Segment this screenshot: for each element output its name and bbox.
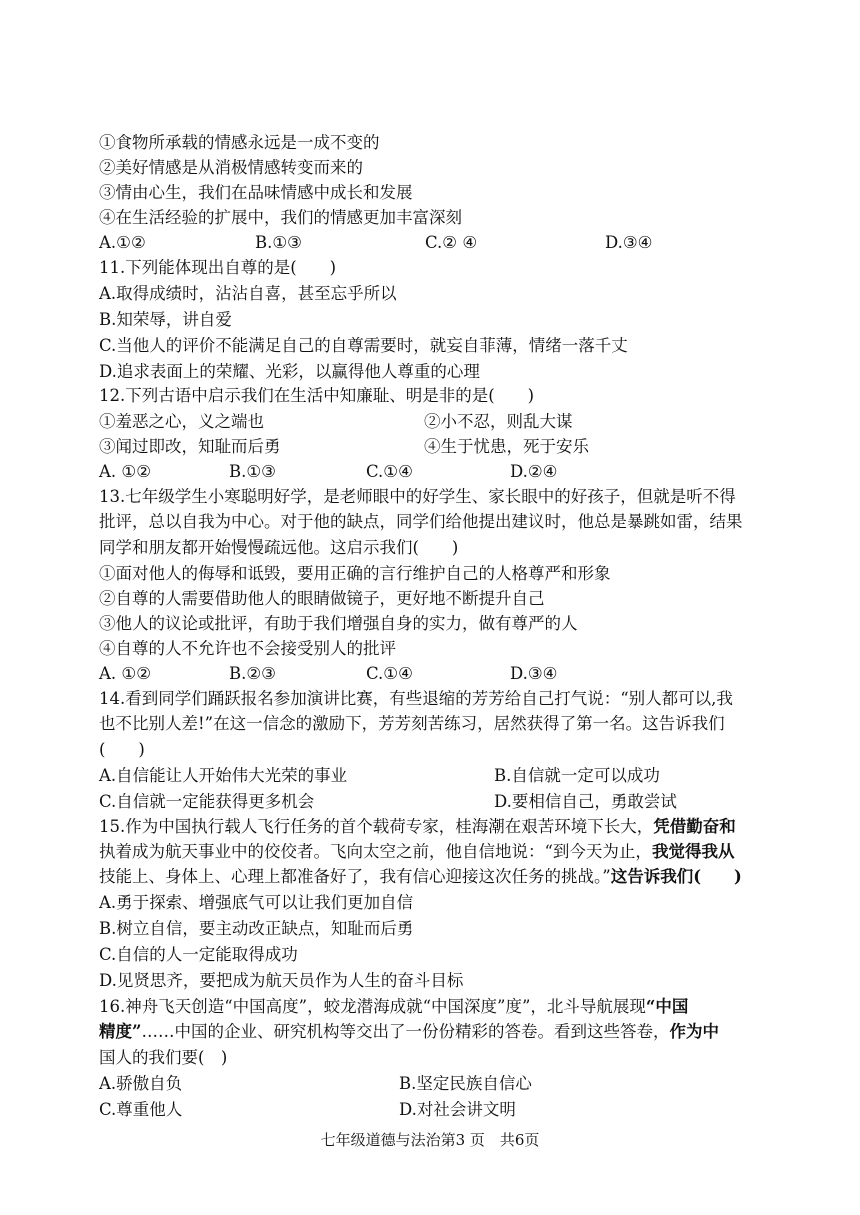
q16-stem-line-2-bold-start: 精度” bbox=[99, 1022, 142, 1041]
page-footer: 七年级道德与法治第3 页 共6页 bbox=[320, 1131, 540, 1149]
q12-option-c: C.①④ bbox=[366, 462, 413, 481]
q15-option-a: A.勇于探索、增强底气可以让我们更加自信 bbox=[99, 893, 414, 912]
q13-statement-2: ②自尊的人需要借助他人的眼睛做镜子，更好地不断提升自己 bbox=[99, 589, 545, 608]
q15-option-c: C.自信的人一定能取得成功 bbox=[99, 945, 298, 964]
q15-stem-line-1 bbox=[99, 815, 736, 839]
q14-option-b: B.自信就一定可以成功 bbox=[494, 766, 660, 785]
q15-option-b: B.树立自信，要主动改正缺点，知耻而后勇 bbox=[99, 919, 414, 938]
q13-statement-3: ③他人的议论或批评，有助于我们增强自身的实力，做有尊严的人 bbox=[99, 614, 578, 633]
q14-option-d: D.要相信自己，勇敢尝试 bbox=[494, 792, 677, 811]
q10-statement-2: ②美好情感是从消极情感转变而来的 bbox=[99, 158, 363, 177]
q10-option-d: D.③④ bbox=[605, 233, 653, 252]
q16-stem-line-3: 国人的我们要( ) bbox=[99, 1048, 228, 1067]
q14-stem-line-1: 14.看到同学们踊跃报名参加演讲比赛，有些退缩的芳芳给自己打气说：“别人都可以,我 bbox=[99, 689, 733, 708]
q16-stem-line-2-text: ……中国的企业、研究机构等交出了一份份精彩的答卷。看到这些答卷， bbox=[141, 1022, 670, 1041]
q12-option-b: B.①③ bbox=[229, 462, 276, 481]
q13-option-a: A. ①② bbox=[99, 664, 151, 683]
q15-stem-line-2-text: 执着成为航天事业中的佼佼者。飞向太空之前，他自信地说：“到今天为止， bbox=[99, 842, 652, 861]
q13-stem-line-3: 同学和朋友都开始慢慢疏远他。这启示我们( ) bbox=[99, 538, 459, 557]
q16-stem-line-2-bold-end: 作为中 bbox=[669, 1022, 719, 1041]
q16-option-a: A.骄傲自负 bbox=[99, 1074, 183, 1093]
q16-stem-line-1 bbox=[99, 995, 688, 1019]
q11-option-b: B.知荣辱，讲自爱 bbox=[99, 310, 232, 329]
q15-option-d: D.见贤思齐，要把成为航天员作为人生的奋斗目标 bbox=[99, 971, 464, 990]
q12-option-d: D.②④ bbox=[510, 462, 558, 481]
q12-statement-3: ③闻过即改，知耻而后勇 bbox=[99, 437, 281, 456]
q13-stem-line-1: 13.七年级学生小寒聪明好学，是老师眼中的好学生、家长眼中的好孩子，但就是听不得 bbox=[99, 487, 736, 506]
q13-statement-4: ④自尊的人不允许也不会接受别人的批评 bbox=[99, 639, 396, 658]
q13-statement-1: ①面对他人的侮辱和诋毁，要用正确的言行维护自己的人格尊严和形象 bbox=[99, 564, 611, 583]
q11-option-a: A.取得成绩时，沾沾自喜，甚至忘乎所以 bbox=[99, 284, 397, 303]
q10-statement-1: ①食物所承载的情感永远是一成不变的 bbox=[99, 133, 380, 152]
q15-stem-line-2 bbox=[99, 840, 734, 864]
q15-stem-line-3-text: 技能上、身体上、心理上都准备好了，我有信心迎接这次任务的挑战。” bbox=[99, 867, 611, 886]
q16-stem-line-2 bbox=[99, 1020, 719, 1044]
q16-stem-line-1-bold: “中国 bbox=[645, 997, 689, 1016]
q16-option-d: D.对社会讲文明 bbox=[399, 1100, 516, 1119]
q12-statement-2: ②小不忍，则乱大谋 bbox=[424, 412, 573, 431]
q15-stem-line-3 bbox=[99, 865, 742, 889]
q11-option-d: D.追求表面上的荣耀、光彩，以赢得他人尊重的心理 bbox=[99, 362, 480, 381]
q16-stem-line-1-text: 16.神舟飞天创造“中国高度”，蛟龙潜海成就“中国深度”度”，北斗导航展现 bbox=[99, 997, 646, 1016]
q14-option-a: A.自信能让人开始伟大光荣的事业 bbox=[99, 766, 348, 785]
q11-stem: 11.下列能体现出自尊的是( ) bbox=[99, 258, 337, 277]
q10-option-b: B.①③ bbox=[255, 233, 302, 252]
q10-option-c: C.② ④ bbox=[425, 233, 478, 252]
q14-option-c: C.自信就一定能获得更多机会 bbox=[99, 792, 315, 811]
q13-option-c: C.①④ bbox=[366, 664, 413, 683]
q15-stem-line-1-text: 15.作为中国执行载人飞行任务的首个载荷专家，桂海潮在艰苦环境下长大， bbox=[99, 817, 654, 836]
q13-option-b: B.②③ bbox=[229, 664, 276, 683]
q10-statement-3: ③情由心生，我们在品味情感中成长和发展 bbox=[99, 183, 413, 202]
q13-option-d: D.③④ bbox=[510, 664, 558, 683]
q11-option-c: C.当他人的评价不能满足自己的自尊需要时，就妄自菲薄，情绪一落千丈 bbox=[99, 336, 628, 355]
q12-option-a: A. ①② bbox=[99, 462, 151, 481]
q10-statement-4: ④在生活经验的扩展中，我们的情感更加丰富深刻 bbox=[99, 208, 462, 227]
q16-option-c: C.尊重他人 bbox=[99, 1100, 183, 1119]
q13-stem-line-2: 批评，总以自我为中心。对于他的缺点，同学们给他提出建议时，他总是暴跳如雷，结果 bbox=[99, 512, 743, 531]
q15-stem-line-2-bold: 我觉得我从 bbox=[651, 842, 735, 861]
q10-option-a: A.①② bbox=[99, 233, 146, 252]
q15-stem-line-1-bold: 凭借勤奋和 bbox=[653, 817, 736, 836]
q16-option-b: B.坚定民族自信心 bbox=[399, 1074, 532, 1093]
q12-statement-4: ④生于忧患，死于安乐 bbox=[424, 437, 589, 456]
q14-stem-line-2: 也不比别人差!”在这一信念的激励下，芳芳刻苦练习，居然获得了第一名。这告诉我们 bbox=[99, 714, 725, 733]
q14-stem-line-3: ( ) bbox=[99, 740, 145, 759]
q12-statement-1: ①羞恶之心，义之端也 bbox=[99, 412, 264, 431]
q15-stem-line-3-bold: 这告诉我们( ) bbox=[610, 867, 742, 886]
q12-stem: 12.下列古语中启示我们在生活中知廉耻、明是非的是( ) bbox=[99, 386, 535, 405]
